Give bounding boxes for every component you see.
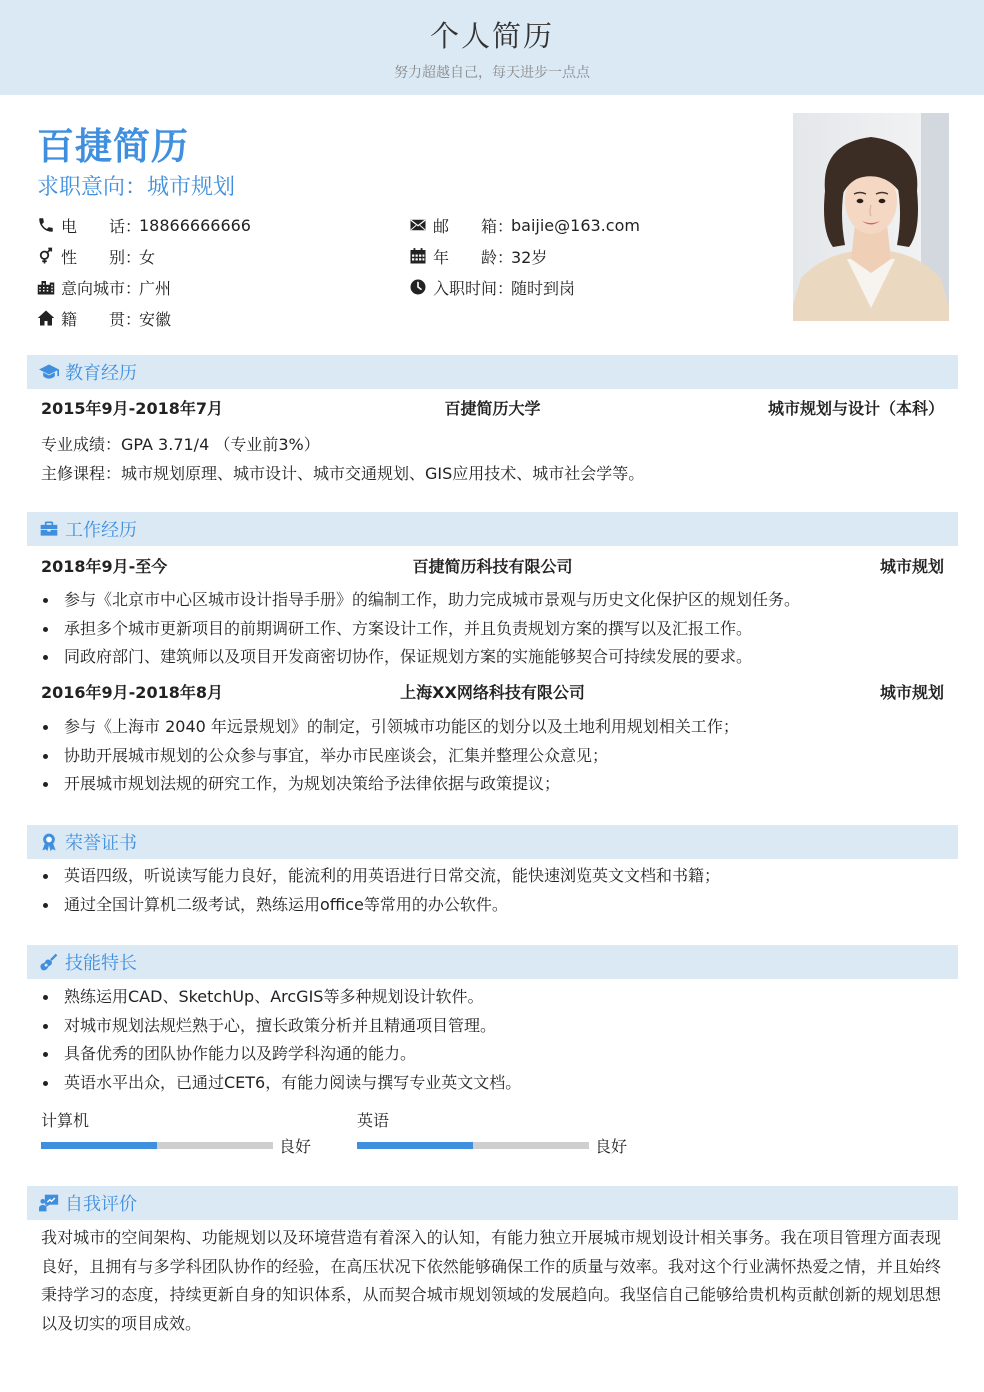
phone-icon (37, 216, 55, 234)
briefcase-icon (39, 519, 59, 539)
self-evaluation-title: 自我评价 (65, 1194, 137, 1215)
section-work (27, 512, 958, 546)
skills-title: 技能特长 (65, 953, 137, 974)
education-gpa: 专业成绩：GPA 3.71/4 （专业前3%） (41, 435, 320, 454)
skill-name: 英语 (357, 1111, 390, 1130)
education-row (41, 396, 944, 420)
section-honors (27, 825, 958, 859)
skill-name: 计算机 (41, 1111, 90, 1130)
list-item: 参与《北京市中心区城市设计指导手册》的编制工作，助力完成城市景观与历史文化保护区的规划任务。 (41, 586, 941, 615)
email-label: 邮 箱： (433, 216, 514, 236)
list-item: 承担多个城市更新项目的前期调研工作、方案设计工作，并且负责规划方案的撰写以及汇报工作。 (41, 615, 941, 644)
hometown-value: 安徽 (139, 309, 172, 329)
skill-track (41, 1142, 273, 1149)
phone-value: 18866666666 (139, 215, 251, 235)
info-phone (37, 213, 251, 237)
top-banner (0, 0, 984, 95)
skill-fill (41, 1142, 157, 1149)
job-intent: 求职意向：城市规划 (37, 175, 236, 200)
info-age (409, 244, 547, 268)
job-row-2 (41, 680, 944, 704)
age-value: 32岁 (511, 247, 548, 267)
list-item: 同政府部门、建筑师以及项目开发商密切协作，保证规划方案的实施能够契合可持续发展的要求。 (41, 643, 941, 672)
info-hometown (37, 306, 171, 330)
list-item: 协助开展城市规划的公众参与事宜，举办市民座谈会，汇集并整理公众意见； (41, 742, 941, 771)
clock-icon (409, 278, 427, 296)
profile-photo (793, 113, 949, 321)
list-item: 对城市规划法规烂熟于心，擅长政策分析并且精通项目管理。 (41, 1012, 941, 1041)
city-value: 广州 (139, 278, 172, 298)
info-gender (37, 244, 155, 268)
work-title: 工作经历 (65, 520, 137, 541)
honors-title: 荣誉证书 (65, 833, 137, 854)
info-start-time (409, 275, 575, 299)
phone-label: 电 话： (61, 216, 142, 236)
age-label: 年 龄： (433, 247, 514, 267)
list-item: 英语水平出众，已通过CET6，有能力阅读与撰写专业英文文档。 (41, 1069, 941, 1098)
section-self-evaluation (27, 1186, 958, 1220)
email-value: baijie@163.com (511, 215, 640, 235)
job-company: 上海XX网络科技有限公司 (400, 683, 585, 702)
job-row-1 (41, 554, 944, 578)
skill-level: 良好 (595, 1137, 628, 1156)
education-period: 2015年9月-2018年7月 (41, 399, 223, 418)
job-company: 百捷简历科技有限公司 (412, 557, 573, 576)
education-courses: 主修课程：城市规划原理、城市设计、城市交通规划、GIS应用技术、城市社会学等。 (41, 464, 645, 483)
list-item: 参与《上海市 2040 年远景规划》的制定，引领城市功能区的划分以及土地利用规划相关工作； (41, 713, 941, 742)
envelope-icon (409, 216, 427, 234)
building-icon (37, 278, 55, 296)
skill-track (357, 1142, 589, 1149)
list-item: 通过全国计算机二级考试，熟练运用office等常用的办公软件。 (41, 891, 941, 920)
start-time-value: 随时到岗 (511, 278, 576, 298)
education-title: 教育经历 (65, 363, 137, 384)
hometown-label: 籍 贯： (61, 309, 142, 329)
job-role: 城市规划 (879, 683, 944, 702)
job-period: 2016年9月-2018年8月 (41, 683, 223, 702)
gender-icon (37, 247, 55, 265)
document-title: 个人简历 (429, 19, 554, 53)
job-2-duties (41, 713, 941, 799)
gender-value: 女 (139, 247, 156, 267)
city-label: 意向城市： (61, 278, 142, 298)
education-school: 百捷简历大学 (444, 399, 541, 418)
job-1-duties (41, 586, 941, 672)
job-period: 2018年9月-至今 (41, 557, 168, 576)
skill-level: 良好 (279, 1137, 312, 1156)
award-icon (39, 832, 59, 852)
skill-fill (357, 1142, 473, 1149)
list-item: 具备优秀的团队协作能力以及跨学科沟通的能力。 (41, 1040, 941, 1069)
list-item: 开展城市规划法规的研究工作，为规划决策给予法律依据与政策提议； (41, 770, 941, 799)
list-item: 英语四级，听说读写能力良好，能流利的用英语进行日常交流，能快速浏览英文文档和书籍； (41, 862, 941, 891)
presentation-icon (39, 1193, 59, 1213)
start-time-label: 入职时间： (433, 278, 514, 298)
honors-list (41, 862, 941, 919)
document-slogan: 努力超越自己，每天进步一点点 (394, 65, 590, 81)
education-major: 城市规划与设计（本科） (767, 399, 944, 418)
job-role: 城市规划 (879, 557, 944, 576)
skills-list (41, 983, 941, 1098)
candidate-name: 百捷简历 (37, 125, 189, 168)
calendar-icon (409, 247, 427, 265)
self-evaluation-text: 我对城市的空间架构、功能规划以及环境营造有着深入的认知，有能力独立开展城市规划设计相关事务。我在项目管理方面表现良好，且拥有与多学科团队协作的经验，在高压状况下依然能够确保工作的质量与效率。我对这个行业满怀热爱之情，并且始终秉持学习的态度，持续更新自身的知识体系，从而契合城市规划领域的发展趋向。我坚信自己能够给贵机构贡献创新的规划思想以及切实的项目成效。 (41, 1228, 941, 1333)
gender-label: 性 别： (61, 247, 142, 267)
guitar-icon (39, 952, 59, 972)
list-item: 熟练运用CAD、SketchUp、ArcGIS等多种规划设计软件。 (41, 983, 941, 1012)
info-email (409, 213, 640, 237)
info-city (37, 275, 171, 299)
home-icon (37, 309, 55, 327)
section-education (27, 355, 958, 389)
graduation-cap-icon (39, 362, 59, 382)
section-skills (27, 945, 958, 979)
